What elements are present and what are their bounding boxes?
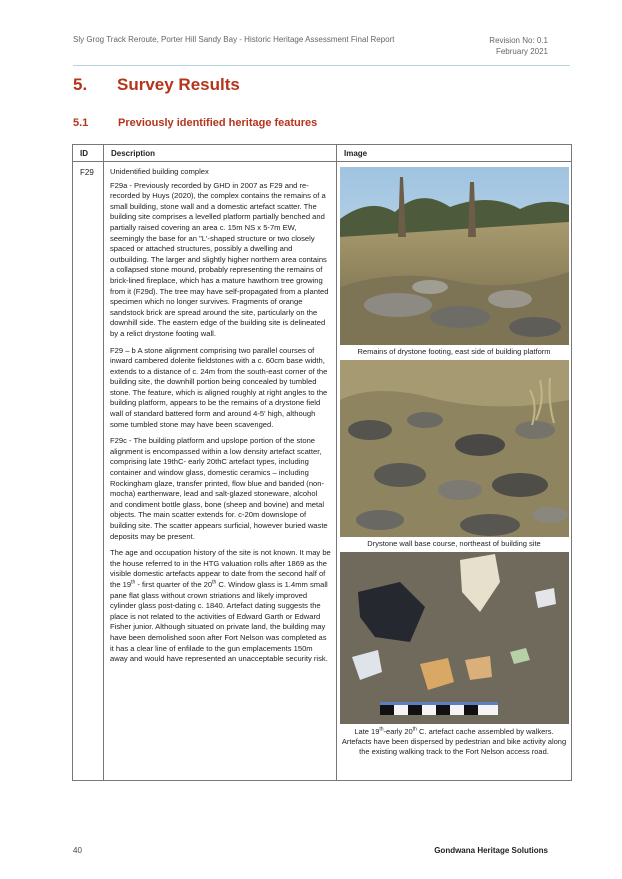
feature-images bbox=[337, 162, 572, 781]
caption-artefact-cache bbox=[337, 727, 571, 757]
feature-id: F29 bbox=[73, 162, 104, 781]
header-image: Image bbox=[337, 145, 572, 162]
revision-date: February 2021 bbox=[495, 47, 548, 56]
table-header-row bbox=[73, 145, 572, 162]
header-id: ID bbox=[73, 145, 104, 162]
section-heading bbox=[73, 75, 240, 95]
caption-drystone-footing: Remains of drystone footing, east side of building platform bbox=[357, 347, 551, 356]
page-number: 40 bbox=[73, 846, 82, 855]
text-run: - first quarter of the 20 bbox=[135, 579, 213, 589]
section-number: 5. bbox=[73, 75, 88, 94]
caption-drystone-wall: Drystone wall base course, northeast of building site bbox=[367, 539, 541, 548]
revision-number: Revision No: 0.1 bbox=[489, 36, 548, 45]
text-run: Late 19 bbox=[354, 727, 380, 736]
subsection-number: 5.1 bbox=[73, 117, 89, 129]
header-divider bbox=[73, 65, 570, 66]
text-run: C. Window glass is 1.4mm small pane flat glass without crown striations and likely improved cylinder glass post-dating c. 1840. Artefact dating suggests the place is not related to the activities of Edward Garth or Edward Fisher junior. Although situated on private land, the building may have been demolished soon after Fort Nelson was completed as it has a clear line of enfilade to the gun emplacements 150m away and would have represented an unacceptable security risk. bbox=[110, 579, 328, 664]
text-run: -early 20 bbox=[383, 727, 413, 736]
description-paragraph: F29c - The building platform and upslope portion of the stone alignment is encompassed within a low density artefact scatter, comprising late 19thC- early 20thC artefact types, including container and window glass, domestic ceramics – including Rockingham glaze, transfer printed, flow blue and banded (non-mocha) earthenware, lead and salt-glazed stoneware, alcohol and condiment bottle glass, bone (sheep and bovine) and metal objects. The main scatter extends for. c-20m downslope of building site. The scatter appears surficial, however buried waste deposits may be present. bbox=[110, 436, 328, 541]
text-run: C. artefact cache assembled by walkers. bbox=[416, 727, 554, 736]
photo-drystone-footing bbox=[340, 167, 569, 345]
report-title: Sly Grog Track Reroute, Porter Hill Sandy Bay - Historic Heritage Assessment Final Report bbox=[73, 35, 395, 44]
photo-drystone-wall bbox=[340, 360, 569, 537]
description-paragraph bbox=[110, 548, 332, 665]
section-title: Survey Results bbox=[117, 75, 240, 94]
feature-title: Unidentified building complex bbox=[110, 167, 209, 176]
photo-drystone-wall-image bbox=[340, 360, 569, 537]
superscript: th bbox=[412, 726, 417, 733]
revision-block bbox=[489, 35, 548, 57]
photo-artefact-cache bbox=[340, 552, 569, 724]
superscript: th bbox=[212, 579, 217, 586]
table-row bbox=[73, 162, 572, 781]
photo-artefact-cache-image bbox=[340, 552, 569, 724]
description-paragraph: F29a - Previously recorded by GHD in 2007 as F29 and re-recorded by Huys (2020), the complex contains the remains of a small building, stone wall and a domestic artefact scatter. The building site comprises a levelled platform partially benched and partially raised covering an area c. 15m NS x 5-7m EW, seemingly the base for an "L'-shaped structure or two closely spaced or attached structures, possibly a dwelling and outbuilding. The larger and slightly higher northern area contains a collapsed stone mound, probably representing the remains of brick-lined fireplace, which has a mature hawthorn tree growing from it (F29d). The tree may have self-propagated from a planted specimen which no longer survives. Fragments of orange sandstock brick are spread around the site, particularly on the downhill side. The eastern edge of the building site is delineated by a relict drystone footing wall. bbox=[110, 180, 329, 338]
description-paragraph: F29 – b A stone alignment comprising two parallel courses of inward cambered dolerite fieldstones with a c. 60cm base width, extends to a distance of c. 24m from the south-east corner of the building site, the downhill portion being concealed by tumbled stone. The feature, which is aligned roughly at right angles to the building platform, appears to be the remains of a drystone field wall of standard battered form and around 4-5' high, although some tumbled stone may have been scavenged. bbox=[110, 345, 328, 429]
company-name: Gondwana Heritage Solutions bbox=[434, 846, 548, 855]
superscript: th bbox=[131, 579, 136, 586]
header-description: Description bbox=[104, 145, 337, 162]
subsection-heading bbox=[73, 117, 317, 129]
feature-description bbox=[104, 162, 337, 781]
text-run: The age and occupation history of the site is not known. It may be the house referred to in the HTG valuation rolls after 1869 as the visible domestic artefacts appear to date from the second half of the 19 bbox=[110, 548, 331, 589]
text-run: Artefacts have been dispersed by pedestrian and bike activity along the existing walking track to the Fort Nelson access road. bbox=[341, 737, 567, 756]
subsection-title: Previously identified heritage features bbox=[118, 117, 318, 129]
photo-drystone-footing-image bbox=[340, 167, 569, 345]
superscript: th bbox=[379, 726, 384, 733]
heritage-features-table bbox=[72, 144, 572, 781]
